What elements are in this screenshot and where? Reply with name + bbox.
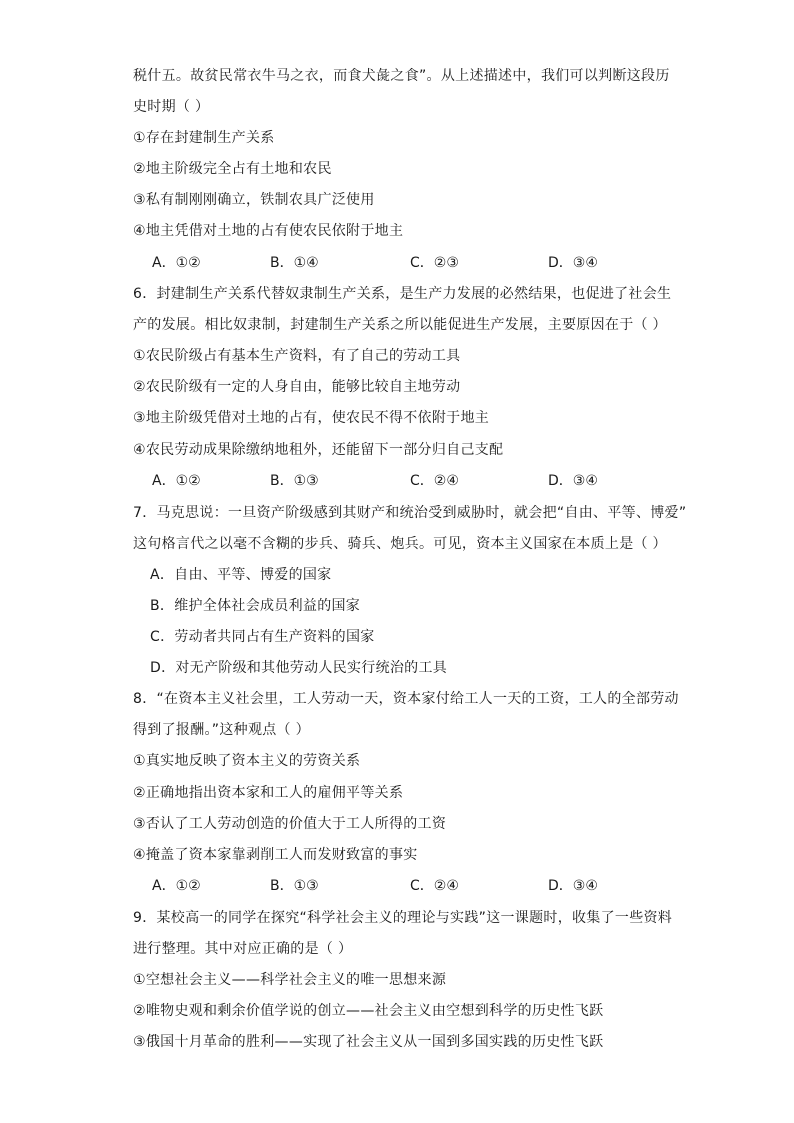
q5-choices <box>152 252 672 274</box>
q8-statement-2: ②正确地指出资本家和工人的雇佣平等关系 <box>133 785 404 801</box>
q7-option-c[interactable]: C．劳动者共同占有生产资料的国家 <box>150 629 375 645</box>
q5-choice-a[interactable]: A．①② <box>152 255 201 271</box>
q9-stem-line-2: 进行整理。其中对应正确的是（ ） <box>133 941 353 957</box>
q6-choice-c[interactable]: C．②④ <box>410 473 459 489</box>
q5-statement-4: ④地主凭借对土地的占有使农民依附于地主 <box>133 223 404 239</box>
q6-choice-a[interactable]: A．①② <box>152 473 201 489</box>
q8-stem-line-2: 得到了报酬。”这种观点（ ） <box>133 722 310 738</box>
q5-statement-1: ①存在封建制生产关系 <box>133 130 275 146</box>
q7-stem-line-1: 7．马克思说：一旦资产阶级感到其财产和统治受到威胁时，就会把“自由、平等、博爱” <box>133 505 687 521</box>
q6-statement-3: ③地主阶级凭借对土地的占有，使农民不得不依附于地主 <box>133 410 490 426</box>
q9-stem-line-1: 9．某校高一的同学在探究“科学社会主义的理论与实践”这一课题时，收集了一些资料 <box>133 910 673 926</box>
q6-stem-line-2: 产的发展。相比奴隶制，封建制生产关系之所以能促进生产发展，主要原因在于（ ） <box>133 317 667 333</box>
q7-option-d[interactable]: D．对无产阶级和其他劳动人民实行统治的工具 <box>150 660 448 676</box>
q6-statement-2: ②农民阶级有一定的人身自由，能够比较自主地劳动 <box>133 379 461 395</box>
q6-statement-4: ④农民劳动成果除缴纳地租外，还能留下一部分归自己支配 <box>133 442 504 458</box>
q6-choice-d[interactable]: D．③④ <box>548 473 598 489</box>
q5-stem-line-2: 史时期（ ） <box>133 99 210 115</box>
q8-choices <box>152 875 672 897</box>
q8-choice-b[interactable]: B．①③ <box>270 878 319 894</box>
q9-statement-3: ③俄国十月革命的胜利——实现了社会主义从一国到多国实践的历史性飞跃 <box>133 1034 604 1050</box>
q7-option-a[interactable]: A．自由、平等、博爱的国家 <box>150 567 332 583</box>
q8-choice-c[interactable]: C．②④ <box>410 878 459 894</box>
q5-choice-d[interactable]: D．③④ <box>548 255 598 271</box>
q7-option-b[interactable]: B．维护全体社会成员利益的国家 <box>150 598 361 614</box>
q8-stem-line-1: 8．“在资本主义社会里，工人劳动一天，资本家付给工人一天的工资，工人的全部劳动 <box>133 691 679 707</box>
q8-statement-3: ③否认了工人劳动创造的价值大于工人所得的工资 <box>133 816 447 832</box>
q8-statement-4: ④掩盖了资本家靠剥削工人而发财致富的事实 <box>133 847 418 863</box>
q5-choice-c[interactable]: C．②③ <box>410 255 459 271</box>
q9-statement-2: ②唯物史观和剩余价值学说的创立——社会主义由空想到科学的历史性飞跃 <box>133 1003 604 1019</box>
q6-choices <box>152 470 672 492</box>
q7-stem-line-2: 这句格言代之以毫不含糊的步兵、骑兵、炮兵。可见，资本主义国家在本质上是（ ） <box>133 536 667 552</box>
q8-choice-a[interactable]: A．①② <box>152 878 201 894</box>
q5-stem-line-1: 税什五。故贫民常衣牛马之衣，而食犬彘之食”。从上述描述中，我们可以判断这段历 <box>133 68 670 84</box>
q6-statement-1: ①农民阶级占有基本生产资料，有了自己的劳动工具 <box>133 348 461 364</box>
q5-statement-2: ②地主阶级完全占有土地和农民 <box>133 161 332 177</box>
q6-stem-line-1: 6．封建制生产关系代替奴隶制生产关系，是生产力发展的必然结果，也促进了社会生 <box>133 286 672 302</box>
q8-statement-1: ①真实地反映了资本主义的劳资关系 <box>133 753 361 769</box>
q9-statement-1: ①空想社会主义——科学社会主义的唯一思想来源 <box>133 972 447 988</box>
q8-choice-d[interactable]: D．③④ <box>548 878 598 894</box>
q5-statement-3: ③私有制刚刚确立，铁制农具广泛使用 <box>133 192 375 208</box>
q5-choice-b[interactable]: B．①④ <box>270 255 319 271</box>
q6-choice-b[interactable]: B．①③ <box>270 473 319 489</box>
